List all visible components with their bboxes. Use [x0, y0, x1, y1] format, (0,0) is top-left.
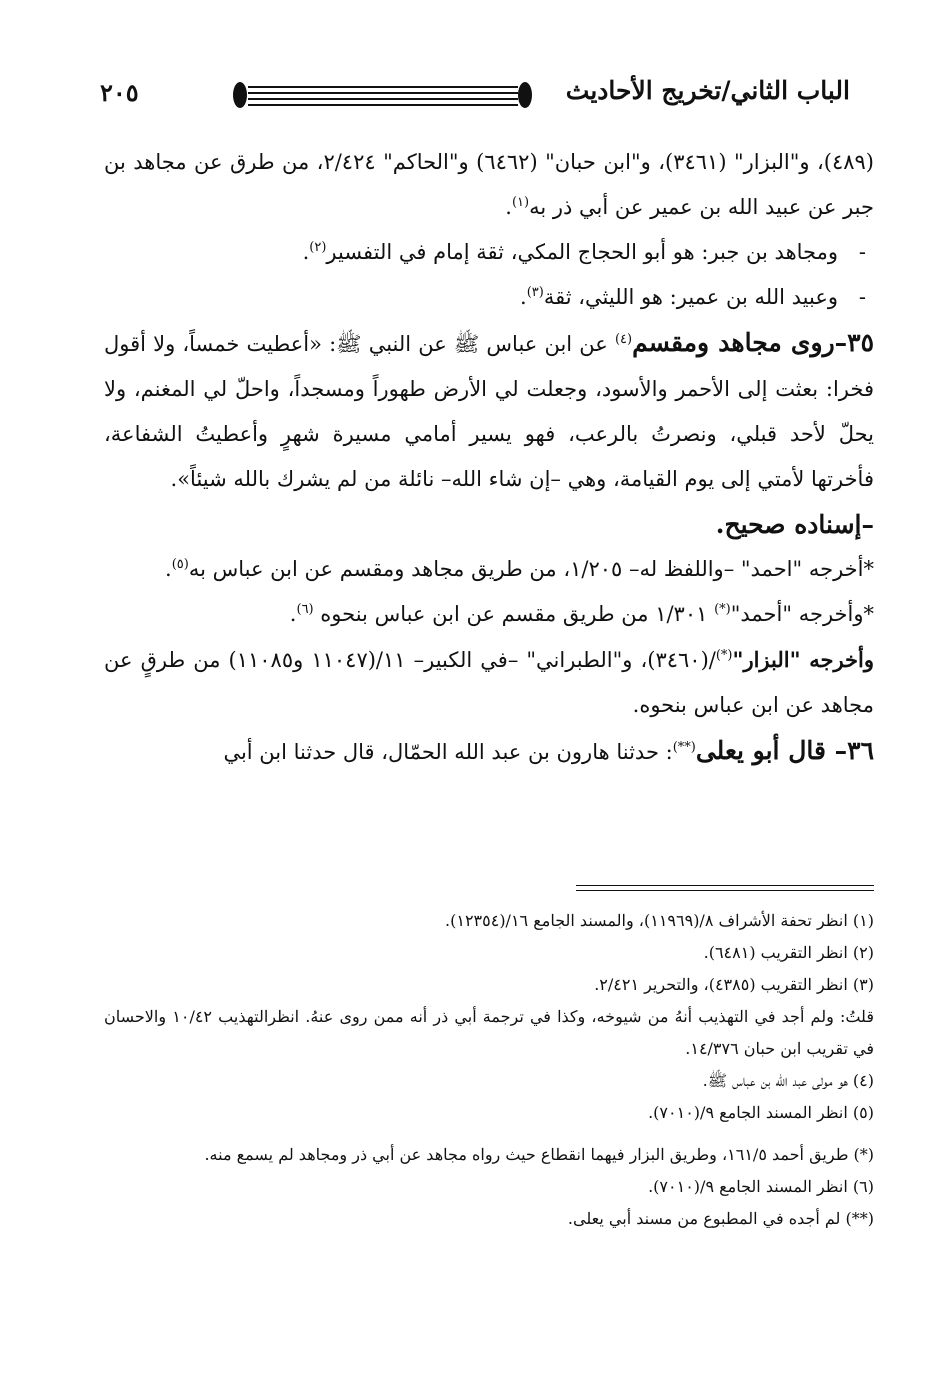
footnote-ref: (٤) [614, 332, 633, 347]
footnote: (٣) انظر التقريب (٤٣٨٥)، والتحرير ٢/٤٢١. [594, 975, 874, 994]
hadith-36 [104, 728, 874, 775]
paragraph: (٤٨٩)، و"البزار" (٣٤٦١)، و"ابن حبان" (٦٤٦٢) و"الحاكم" ٢/٤٢٤، من طرق عن مجاهد بن جبر عن عبيد الله بن عمير عن أبي ذر به$^{(١)}$. [104, 150, 874, 219]
footnote-ref: (١) [511, 195, 530, 210]
footnote: قلتُ: ولم أجد في التهذيب أنهُ من شيوخه، وكذا في ترجمة أبي ذر أنه ممن روى عنهُ. انظرالتهذيب ١٠/٤٢ والاحسان في تقريب ابن حبان ١٤/٣٧٦. [104, 1007, 874, 1058]
isnad-grade: –إسناده صحيح. [715, 510, 874, 539]
footnote-ref: (٦) [296, 602, 314, 617]
footnote-ref: (٣) [526, 285, 544, 300]
list-item: -وعبيد الله بن عمير: هو الليثي، ثقة$^{(٣)}$. [520, 285, 866, 309]
header-ornament-rule [248, 86, 518, 106]
footnote: (*) طريق أحمد ١٦١/٥، وطريق البزار فيهما انقطاع حيث رواه مجاهد عن أبي ذر ومجاهد لم يسمع منه. [204, 1145, 874, 1164]
main-text [104, 140, 874, 775]
footnote-ref: (٥) [171, 557, 189, 572]
paragraph: *وأخرجه "أحمد"(*) ١/٣٠١ من طريق مقسم عن ابن عباس بنحوه $^{(٦)}$. [289, 602, 874, 626]
footnote-ref: (*) [714, 602, 731, 617]
hadith-heading: قال أبو يعلى [695, 736, 835, 765]
footnote-ref: (**) [672, 740, 696, 755]
footnote: (٢) انظر التقريب (٦٤٨١). [703, 943, 874, 962]
hadith-text: عن ابن عباس ﷺ عن النبي ﷺ: «أعطيت خمساً، ولا أقول فخرا: بعثت إلى الأحمر والأسود، وجعلت لي الأرض طهوراً ومسجداً، واحلّ لي المغنم، ولا يحلّ لأحد قبلي، ونصرتُ بالرعب، فهو يسير أمامي مسيرة شهرٍ وأعطيتُ الشفاعة، فأخرتها لأمتي إلى يوم القيامة، وهي –إن شاء الله– نائلة من لم يشرك بالله شيئاً». [104, 332, 874, 491]
hadith-text: : حدثنا هارون بن عبد الله الحمّال، قال حدثنا ابن أبي [223, 740, 673, 764]
paragraph: *أخرجه "احمد" –واللفظ له– ١/٢٠٥، من طريق مجاهد ومقسم عن ابن عباس به$^{(٥)}$. [165, 557, 874, 581]
footnote: (١) انظر تحفة الأشراف ٨/(١١٩٦٩)، والمسند الجامع ١٦/(١٢٣٥٤). [445, 911, 874, 930]
paragraph: وأخرجه "البزار"(*)/(٣٤٦٠)، و"الطبراني" –في الكبير– ١١/(١١٠٤٧ و١١٠٨٥) من طرقٍ عن مجاهد عن ابن عباس بنحوه. [104, 647, 874, 717]
chapter-title: الباب الثاني/تخريج الأحاديث [565, 76, 850, 105]
hadith-number: ٣٥– [834, 328, 874, 357]
footnote: (٥) انظر المسند الجامع ٩/(٧٠١٠). [648, 1103, 874, 1122]
footnote: (٦) انظر المسند الجامع ٩/(٧٠١٠). [648, 1177, 874, 1196]
footnote: (**) لم أجده في المطبوع من مسند أبي يعلى. [567, 1209, 874, 1228]
footnote-ref: (*) [715, 648, 733, 663]
page-number: ٢٠٥ [100, 78, 139, 107]
footnote-ref: (٢) [309, 240, 327, 255]
hadith-number: ٣٦– [834, 736, 874, 765]
header-ornament-knob [233, 82, 247, 108]
list-item: -ومجاهد بن جبر: هو أبو الحجاج المكي، ثقة إمام في التفسير$^{(٢)}$. [302, 240, 866, 264]
hadith-35 [104, 320, 874, 502]
page-header [100, 74, 878, 120]
header-ornament-knob [518, 82, 532, 108]
footnote: (٤) هو مولى عبد الله بن عباس ﷺ. [702, 1071, 874, 1090]
footnotes [104, 905, 874, 1235]
hadith-heading: روى مجاهد ومقسم [632, 328, 835, 357]
footnote-separator [576, 885, 874, 891]
